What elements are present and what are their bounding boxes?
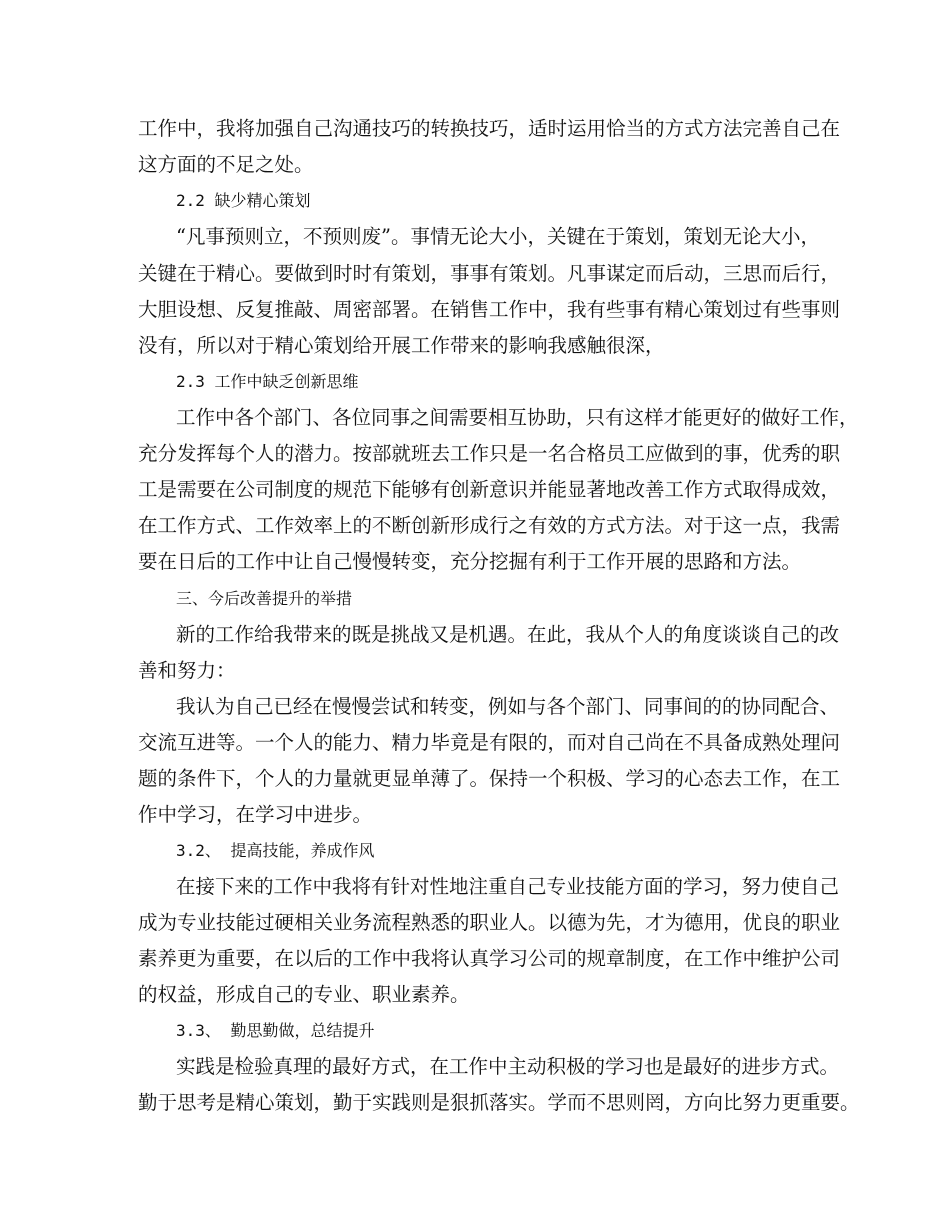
paragraph-line: 勤于思考是精心策划，勤于实践则是狠抓落实。学而不思则罔，方向比努力更重要。 bbox=[138, 1091, 860, 1114]
paragraph-line: 要在日后的工作中让自己慢慢转变，充分挖掘有利于工作开展的思路和方法。 bbox=[138, 550, 802, 573]
paragraph-line: 素养更为重要，在以后的工作中我将认真学习公司的规章制度，在工作中维护公司 bbox=[138, 947, 841, 970]
paragraph-line: 实践是检验真理的最好方式，在工作中主动积极的学习也是最好的进步方式。 bbox=[176, 1055, 840, 1078]
paragraph-line: 新的工作给我带来的既是挑战又是机遇。在此，我从个人的角度谈谈自己的改 bbox=[176, 623, 840, 646]
paragraph-line: 成为专业技能过硬相关业务流程熟悉的职业人。以德为先，才为德用，优良的职业 bbox=[138, 911, 841, 934]
paragraph-line: 工作中，我将加强自己沟通技巧的转换技巧，适时运用恰当的方式方法完善自己在 bbox=[138, 117, 841, 140]
paragraph-line: 在接下来的工作中我将有针对性地注重自己专业技能方面的学习，努力使自己 bbox=[176, 875, 840, 898]
paragraph-line: 这方面的不足之处。 bbox=[138, 153, 314, 176]
paragraph-line: 充分发挥每个人的潜力。按部就班去工作只是一名合格员工应做到的事，优秀的职 bbox=[138, 442, 841, 465]
section-heading: 3.3、 勤思勤做，总结提升 bbox=[176, 1021, 375, 1040]
paragraph-line: 在工作方式、工作效率上的不断创新形成行之有效的方式方法。对于这一点，我需 bbox=[138, 514, 841, 537]
paragraph-line: 大胆设想、反复推敲、周密部署。在销售工作中，我有些事有精心策划过有些事则 bbox=[138, 298, 841, 321]
paragraph-line: 善和努力： bbox=[138, 659, 236, 682]
paragraph-line: 没有，所以对于精心策划给开展工作带来的影响我感触很深， bbox=[138, 334, 665, 357]
paragraph-line: 题的条件下，个人的力量就更显单薄了。保持一个积极、学习的心态去工作，在工 bbox=[138, 767, 841, 790]
paragraph-line: 的权益，形成自己的专业、职业素养。 bbox=[138, 983, 470, 1006]
paragraph-line: 我认为自己已经在慢慢尝试和转变，例如与各个部门、同事间的的协同配合、 bbox=[176, 695, 840, 718]
paragraph-line: 工是需要在公司制度的规范下能够有创新意识并能显著地改善工作方式取得成效， bbox=[138, 478, 841, 501]
section-heading: 2.2 缺少精心策划 bbox=[176, 191, 311, 210]
paragraph-line: 关键在于精心。要做到时时有策划，事事有策划。凡事谋定而后动，三思而后行， bbox=[138, 262, 841, 285]
section-heading: 三、今后改善提升的举措 bbox=[176, 589, 353, 608]
paragraph-line: 作中学习，在学习中进步。 bbox=[138, 803, 373, 826]
paragraph-line: “凡事预则立，不预则废”。事情无论大小，关键在于策划，策划无论大小， bbox=[176, 225, 820, 248]
section-heading: 2.3 工作中缺乏创新思维 bbox=[176, 372, 359, 391]
section-heading: 3.2、 提高技能，养成作风 bbox=[176, 841, 375, 860]
paragraph-line: 交流互进等。一个人的能力、精力毕竟是有限的，而对自己尚在不具备成熟处理问 bbox=[138, 731, 841, 754]
paragraph-line: 工作中各个部门、各位同事之间需要相互协助，只有这样才能更好的做好工作， bbox=[176, 406, 859, 429]
